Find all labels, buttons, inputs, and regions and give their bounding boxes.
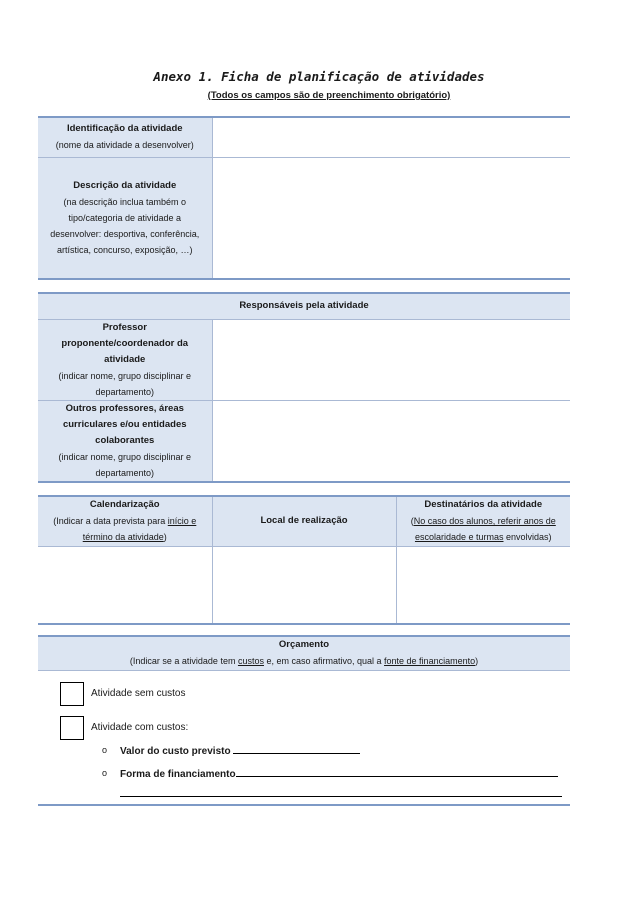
orcamento-table xyxy=(38,635,570,806)
local-input[interactable] xyxy=(212,546,396,624)
responsaveis-header-text: Responsáveis pela atividade xyxy=(239,300,369,312)
descricao-label: Descrição da atividade xyxy=(73,179,177,191)
forma-row xyxy=(120,767,558,780)
professor-label: Professor proponente/coordenador da atividade xyxy=(61,321,189,365)
professor-input[interactable] xyxy=(212,319,570,400)
com-custos-label: Atividade com custos: xyxy=(91,722,189,733)
destinatarios-hint: (No caso dos alunos, referir anos de escolaridade e turmas envolvidas) xyxy=(410,516,556,543)
forma-label: Forma de financiamento xyxy=(120,769,236,780)
identificacao-table xyxy=(38,116,570,280)
sem-custos-checkbox[interactable] xyxy=(60,682,84,706)
professor-label-cell xyxy=(38,319,212,400)
identificacao-input[interactable] xyxy=(212,117,570,157)
forma-bullet: o xyxy=(102,768,108,778)
identificacao-label-cell xyxy=(38,117,212,157)
calendarizacao-input[interactable] xyxy=(38,546,212,624)
responsaveis-table xyxy=(38,292,570,483)
destinatarios-label: Destinatários da atividade xyxy=(424,499,543,511)
descricao-label-cell xyxy=(38,157,212,279)
valor-label: Valor do custo previsto xyxy=(120,746,231,757)
identificacao-hint: (nome da atividade a desenvolver) xyxy=(55,140,194,151)
outros-label: Outros professores, áreas curriculares e/ou entidades colaborantes xyxy=(62,402,187,446)
orcamento-header xyxy=(38,636,570,670)
outros-label-cell xyxy=(38,400,212,482)
descricao-hint: (na descrição inclua também o tipo/categoria de atividade a desenvolver: desportiva, conferência, artística, concurso, exposição, …) xyxy=(50,196,200,255)
calendario-table xyxy=(38,495,570,625)
calendarizacao-label: Calendarização xyxy=(89,499,160,511)
outros-input[interactable] xyxy=(212,400,570,482)
professor-hint: (indicar nome, grupo disciplinar e departamento) xyxy=(58,370,192,397)
orcamento-hint: (Indicar se a atividade tem custos e, em caso afirmativo, qual a fonte de financiamento) xyxy=(129,656,479,667)
orcamento-label: Orçamento xyxy=(278,639,330,651)
com-custos-checkbox[interactable] xyxy=(60,716,84,740)
valor-bullet: o xyxy=(102,745,108,755)
forma-input-line-2[interactable] xyxy=(120,796,562,797)
calendarizacao-header xyxy=(38,496,212,546)
destinatarios-header xyxy=(396,496,570,546)
identificacao-label: Identificação da atividade xyxy=(66,123,183,135)
document-subtitle: (Todos os campos são de preenchimento obrigatório) xyxy=(207,90,451,101)
local-header xyxy=(212,496,396,546)
sem-custos-label: Atividade sem custos xyxy=(91,688,186,699)
valor-input[interactable] xyxy=(233,744,360,754)
responsaveis-header xyxy=(38,293,570,319)
descricao-input[interactable] xyxy=(212,157,570,279)
document-title: Anexo 1. Ficha de planificação de atividades xyxy=(153,69,485,84)
destinatarios-input[interactable] xyxy=(396,546,570,624)
forma-input[interactable] xyxy=(236,767,558,777)
outros-hint: (indicar nome, grupo disciplinar e departamento) xyxy=(58,451,192,478)
calendarizacao-hint: (Indicar a data prevista para início e término da atividade) xyxy=(53,516,197,543)
valor-row xyxy=(120,744,360,757)
local-label: Local de realização xyxy=(260,515,348,527)
